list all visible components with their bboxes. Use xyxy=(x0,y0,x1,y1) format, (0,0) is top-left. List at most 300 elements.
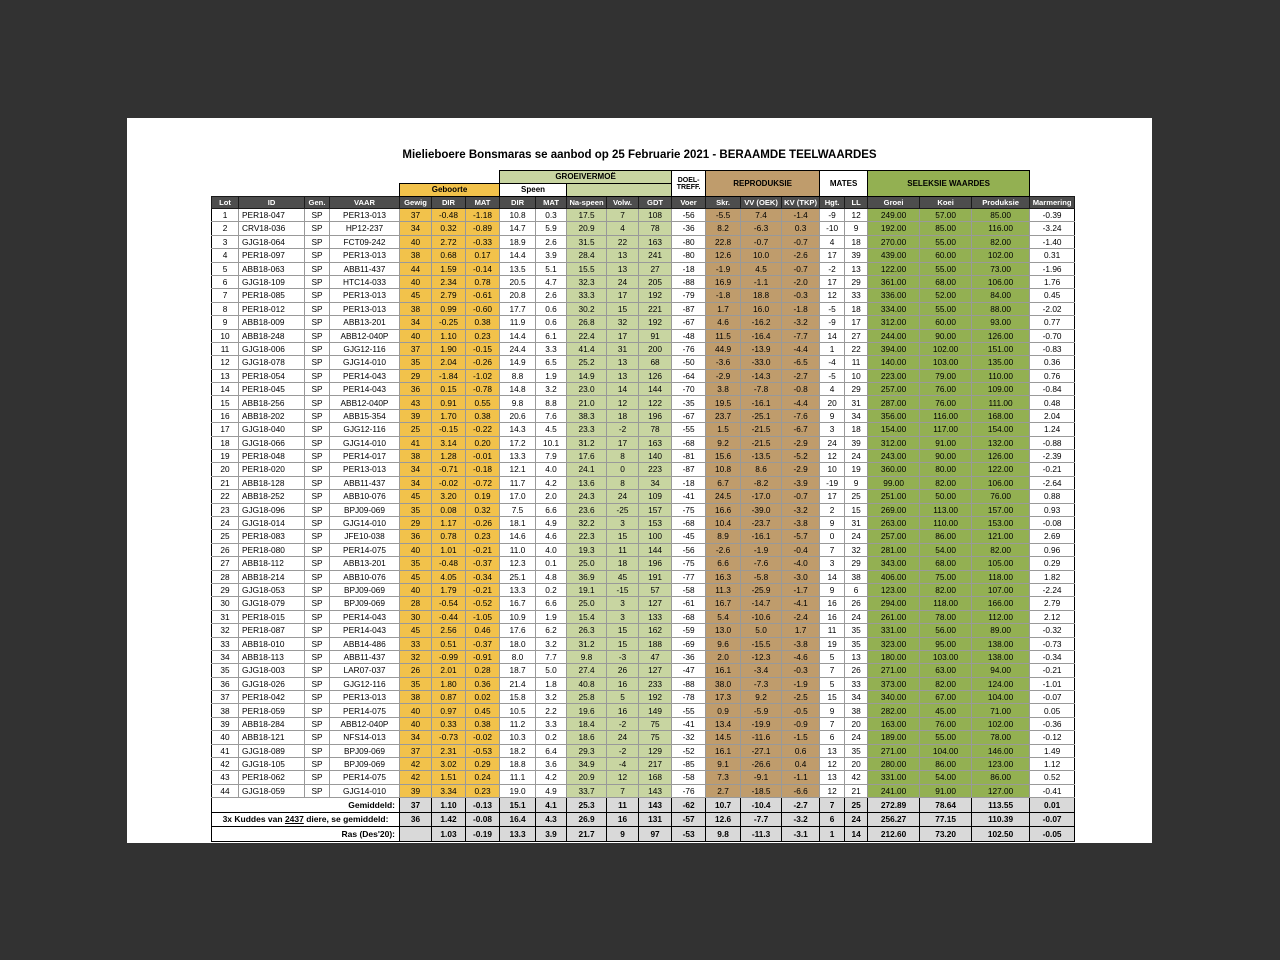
table-cell: LAR07-037 xyxy=(330,664,400,677)
table-cell: -0.73 xyxy=(1030,637,1075,650)
table-cell: -0.15 xyxy=(466,342,500,355)
table-cell: 9 xyxy=(820,583,845,596)
table-cell: 0.4 xyxy=(782,758,820,771)
table-cell: 35 xyxy=(845,637,868,650)
table-cell: -39.0 xyxy=(741,503,782,516)
table-cell: 11.5 xyxy=(706,329,741,342)
table-cell: 84.00 xyxy=(972,289,1030,302)
table-cell: -4 xyxy=(607,758,639,771)
table-cell: 38 xyxy=(400,249,432,262)
summary-cell: 0.01 xyxy=(1030,798,1075,813)
table-cell: -15 xyxy=(607,583,639,596)
table-cell: 191 xyxy=(639,570,672,583)
table-cell: 5 xyxy=(212,262,239,275)
table-cell: 20.6 xyxy=(500,409,536,422)
table-cell: 4 xyxy=(820,383,845,396)
table-cell: 4.0 xyxy=(536,463,567,476)
table-cell: -0.15 xyxy=(432,423,466,436)
table-cell: 99.00 xyxy=(868,476,920,489)
table-cell: -2 xyxy=(607,717,639,730)
table-cell: 22.3 xyxy=(567,530,607,543)
table-cell: 117.00 xyxy=(920,423,972,436)
table-cell: 7.5 xyxy=(500,503,536,516)
table-cell: 233 xyxy=(639,677,672,690)
group-mates: MATES xyxy=(820,171,868,197)
summary-cell: 77.15 xyxy=(920,812,972,827)
table-cell: 0.05 xyxy=(1030,704,1075,717)
table-cell: -4.4 xyxy=(782,396,820,409)
table-cell: -1.96 xyxy=(1030,262,1075,275)
table-cell: -2.24 xyxy=(1030,583,1075,596)
table-cell: 0.45 xyxy=(466,704,500,717)
table-cell: 111.00 xyxy=(972,396,1030,409)
table-cell: 33 xyxy=(212,637,239,650)
table-cell: 168.00 xyxy=(972,409,1030,422)
table-cell: SP xyxy=(305,302,330,315)
table-cell: 73.00 xyxy=(972,262,1030,275)
table-cell: 34 xyxy=(400,731,432,744)
table-cell: -3.8 xyxy=(782,637,820,650)
table-cell: 19.6 xyxy=(567,704,607,717)
table-cell: 154.00 xyxy=(972,423,1030,436)
table-cell: 16 xyxy=(607,677,639,690)
table-cell: 31.2 xyxy=(567,436,607,449)
table-cell: 29 xyxy=(845,557,868,570)
table-cell: 32.3 xyxy=(567,275,607,288)
table-cell: 0.55 xyxy=(466,396,500,409)
col-header-vaar: VAAR xyxy=(330,197,400,209)
table-cell: -2.0 xyxy=(782,275,820,288)
table-cell: 0.6 xyxy=(536,316,567,329)
table-cell: 17 xyxy=(607,329,639,342)
table-cell: 102.00 xyxy=(972,717,1030,730)
table-cell: GJG18-040 xyxy=(239,423,305,436)
table-cell: 35 xyxy=(400,503,432,516)
table-cell: SP xyxy=(305,463,330,476)
table-cell: 14.5 xyxy=(706,731,741,744)
table-cell: 8 xyxy=(607,450,639,463)
table-cell: 9 xyxy=(820,704,845,717)
table-cell: 15 xyxy=(607,624,639,637)
table-cell: -88 xyxy=(672,677,706,690)
table-cell: 10.8 xyxy=(706,463,741,476)
table-cell: 34.9 xyxy=(567,758,607,771)
table-row xyxy=(212,516,1075,529)
table-cell: -0.41 xyxy=(1030,784,1075,797)
table-cell: 60.00 xyxy=(920,316,972,329)
table-cell: -3.8 xyxy=(782,516,820,529)
table-cell: 94.00 xyxy=(972,664,1030,677)
table-cell: 18 xyxy=(607,409,639,422)
table-cell: 151.00 xyxy=(972,342,1030,355)
table-cell: 0.93 xyxy=(1030,503,1075,516)
table-cell: 90.00 xyxy=(920,450,972,463)
table-cell: 10 xyxy=(845,369,868,382)
table-cell: 1.01 xyxy=(432,543,466,556)
table-cell: 124.00 xyxy=(972,677,1030,690)
table-cell: -78 xyxy=(672,691,706,704)
table-cell: -0.37 xyxy=(466,557,500,570)
table-cell: -2.6 xyxy=(706,543,741,556)
table-cell: -0.7 xyxy=(782,262,820,275)
table-cell: 24 xyxy=(607,275,639,288)
table-cell: -5 xyxy=(820,369,845,382)
col-header-produksie: Produksie xyxy=(972,197,1030,209)
table-cell: 6.5 xyxy=(536,356,567,369)
table-cell: 67.00 xyxy=(920,691,972,704)
table-cell: GJG18-064 xyxy=(239,235,305,248)
table-cell: 13.3 xyxy=(500,450,536,463)
table-cell: 18.0 xyxy=(500,637,536,650)
table-cell: SP xyxy=(305,677,330,690)
table-cell: 44 xyxy=(400,262,432,275)
table-cell: 18.9 xyxy=(500,235,536,248)
table-cell: 30 xyxy=(400,610,432,623)
table-cell: -0.53 xyxy=(466,744,500,757)
table-cell: -1.18 xyxy=(466,209,500,222)
table-cell: 3.34 xyxy=(432,784,466,797)
table-cell: 82.00 xyxy=(920,476,972,489)
table-cell: 126 xyxy=(639,369,672,382)
table-cell: -1.9 xyxy=(706,262,741,275)
table-cell: 0.78 xyxy=(432,530,466,543)
table-cell: 25 xyxy=(400,423,432,436)
table-cell: -87 xyxy=(672,302,706,315)
table-cell: 35 xyxy=(400,356,432,369)
table-cell: 38 xyxy=(400,302,432,315)
table-cell: BPJ09-069 xyxy=(330,744,400,757)
page-title: Mielieboere Bonsmaras se aanbod op 25 Februarie 2021 - BERAAMDE TEELWAARDES xyxy=(402,149,877,161)
table-cell: SP xyxy=(305,262,330,275)
table-cell: 7 xyxy=(820,664,845,677)
table-cell: 7.3 xyxy=(706,771,741,784)
table-cell: SP xyxy=(305,664,330,677)
table-cell: ABB18-128 xyxy=(239,476,305,489)
table-cell: 18 xyxy=(845,235,868,248)
table-cell: 14 xyxy=(820,570,845,583)
table-cell: 8 xyxy=(212,302,239,315)
table-cell: -0.7 xyxy=(782,235,820,248)
summary-cell: 102.50 xyxy=(972,827,1030,842)
table-cell: PER14-043 xyxy=(330,624,400,637)
table-cell: 91 xyxy=(639,329,672,342)
table-cell: ABB15-354 xyxy=(330,409,400,422)
table-cell: -21.5 xyxy=(741,436,782,449)
table-cell: 223 xyxy=(639,463,672,476)
table-cell: PER18-059 xyxy=(239,704,305,717)
table-cell: -0.39 xyxy=(1030,209,1075,222)
table-cell: JFE10-038 xyxy=(330,530,400,543)
table-cell: 16.3 xyxy=(706,570,741,583)
table-cell: SP xyxy=(305,610,330,623)
table-cell: GJG12-116 xyxy=(330,342,400,355)
table-row xyxy=(212,249,1075,262)
table-cell: -48 xyxy=(672,329,706,342)
table-cell: -8.2 xyxy=(741,476,782,489)
table-row xyxy=(212,450,1075,463)
table-cell: 0.3 xyxy=(782,222,820,235)
table-cell: 25.0 xyxy=(567,597,607,610)
table-cell: 2.79 xyxy=(432,289,466,302)
table-cell: 32 xyxy=(607,316,639,329)
table-cell: 13 xyxy=(212,369,239,382)
table-cell: 3.2 xyxy=(536,637,567,650)
summary-cell: 15.1 xyxy=(500,798,536,813)
table-cell: 40 xyxy=(400,583,432,596)
table-cell: GJG14-010 xyxy=(330,784,400,797)
table-cell: PER13-013 xyxy=(330,463,400,476)
table-cell: 16.7 xyxy=(500,597,536,610)
table-cell: 361.00 xyxy=(868,275,920,288)
table-cell: -4 xyxy=(820,356,845,369)
column-header-row xyxy=(212,197,1075,209)
table-cell: -2.7 xyxy=(782,369,820,382)
summary-cell: -0.19 xyxy=(466,827,500,842)
table-cell: 312.00 xyxy=(868,436,920,449)
table-cell: 0.38 xyxy=(466,316,500,329)
table-cell: 1.12 xyxy=(1030,758,1075,771)
table-cell: SP xyxy=(305,275,330,288)
table-cell: 38.3 xyxy=(567,409,607,422)
table-cell: 13 xyxy=(607,262,639,275)
table-cell: -0.61 xyxy=(466,289,500,302)
table-cell: 192 xyxy=(639,289,672,302)
group-geboorte: Geboorte xyxy=(400,184,500,197)
table-row xyxy=(212,543,1075,556)
table-cell: -0.33 xyxy=(466,235,500,248)
table-cell: 343.00 xyxy=(868,557,920,570)
table-cell: 36 xyxy=(400,530,432,543)
table-cell: 0.24 xyxy=(466,771,500,784)
table-cell: 144 xyxy=(639,543,672,556)
table-cell: 162 xyxy=(639,624,672,637)
table-cell: -3.2 xyxy=(782,316,820,329)
table-cell: 1.7 xyxy=(706,302,741,315)
summary-cell: 14 xyxy=(845,827,868,842)
table-cell: -0.44 xyxy=(432,610,466,623)
table-cell: 28 xyxy=(400,597,432,610)
table-cell: -2.6 xyxy=(782,249,820,262)
table-cell: -5.8 xyxy=(741,570,782,583)
table-cell: 140 xyxy=(639,450,672,463)
col-header-mat-speen: MAT xyxy=(536,197,567,209)
summary-cell: 37 xyxy=(400,798,432,813)
table-cell: 25.0 xyxy=(567,557,607,570)
summary-row-ras xyxy=(212,827,1075,842)
table-cell: 16.0 xyxy=(741,302,782,315)
summary-cell: 4.1 xyxy=(536,798,567,813)
table-cell: -3.6 xyxy=(706,356,741,369)
table-cell: 27.4 xyxy=(567,664,607,677)
table-cell: SP xyxy=(305,249,330,262)
table-cell: -1.02 xyxy=(466,369,500,382)
table-cell: 20 xyxy=(820,396,845,409)
table-cell: -0.48 xyxy=(432,209,466,222)
table-cell: -0.7 xyxy=(741,235,782,248)
table-cell: 40 xyxy=(400,275,432,288)
table-cell: -6.3 xyxy=(741,222,782,235)
table-cell: -50 xyxy=(672,356,706,369)
table-cell: -36 xyxy=(672,650,706,663)
table-cell: SP xyxy=(305,624,330,637)
table-cell: 25.8 xyxy=(567,691,607,704)
table-cell: -2.02 xyxy=(1030,302,1075,315)
table-cell: -2.9 xyxy=(706,369,741,382)
summary-cell: -0.08 xyxy=(466,812,500,827)
table-cell: PER18-047 xyxy=(239,209,305,222)
table-cell: -14.7 xyxy=(741,597,782,610)
table-cell: 80.00 xyxy=(920,463,972,476)
table-cell: 4.2 xyxy=(536,771,567,784)
table-cell: -7.3 xyxy=(741,677,782,690)
table-row xyxy=(212,771,1075,784)
table-cell: 2.31 xyxy=(432,744,466,757)
table-cell: -4.0 xyxy=(782,557,820,570)
table-cell: 4.7 xyxy=(536,275,567,288)
table-cell: -77 xyxy=(672,570,706,583)
table-cell: 9.2 xyxy=(706,436,741,449)
table-cell: -55 xyxy=(672,704,706,717)
table-cell: 11.0 xyxy=(500,543,536,556)
table-cell: 29 xyxy=(212,583,239,596)
table-cell: 18 xyxy=(845,302,868,315)
table-cell: 19.0 xyxy=(500,784,536,797)
table-row xyxy=(212,289,1075,302)
table-cell: 32 xyxy=(212,624,239,637)
table-cell: -3.2 xyxy=(782,503,820,516)
table-body xyxy=(212,209,1075,798)
table-cell: 33 xyxy=(845,677,868,690)
group-header-row-1 xyxy=(212,171,1075,184)
table-cell: 127 xyxy=(639,664,672,677)
table-cell: -0.89 xyxy=(466,222,500,235)
table-cell: 1.70 xyxy=(432,409,466,422)
table-cell: 4.05 xyxy=(432,570,466,583)
table-cell: 20 xyxy=(212,463,239,476)
table-cell: 34 xyxy=(639,476,672,489)
table-cell: 15 xyxy=(607,302,639,315)
table-row xyxy=(212,436,1075,449)
table-cell: 28.4 xyxy=(567,249,607,262)
table-cell: 2.6 xyxy=(536,289,567,302)
table-cell: ABB12-040P xyxy=(330,396,400,409)
table-cell: 9.6 xyxy=(706,637,741,650)
table-cell: -7.8 xyxy=(741,383,782,396)
table-cell: -0.01 xyxy=(466,450,500,463)
table-cell: 26.8 xyxy=(567,316,607,329)
table-cell: 18.4 xyxy=(567,717,607,730)
table-cell: 0.19 xyxy=(466,490,500,503)
table-cell: GJG18-105 xyxy=(239,758,305,771)
table-cell: -5.5 xyxy=(706,209,741,222)
table-cell: -2.4 xyxy=(782,610,820,623)
table-cell: 8.2 xyxy=(706,222,741,235)
table-cell: 9 xyxy=(820,516,845,529)
table-cell: PER18-015 xyxy=(239,610,305,623)
table-cell: GJG18-003 xyxy=(239,664,305,677)
table-cell: -16.2 xyxy=(741,316,782,329)
summary-cell: -0.13 xyxy=(466,798,500,813)
table-cell: 18 xyxy=(212,436,239,449)
table-cell: 35 xyxy=(845,624,868,637)
table-cell: 2.6 xyxy=(536,235,567,248)
table-cell: 17.0 xyxy=(500,490,536,503)
table-cell: -0.71 xyxy=(432,463,466,476)
table-cell: 35 xyxy=(845,744,868,757)
table-cell: 11.3 xyxy=(706,583,741,596)
table-cell: 0.29 xyxy=(1030,557,1075,570)
table-cell: GJG18-014 xyxy=(239,516,305,529)
table-cell: 3.20 xyxy=(432,490,466,503)
col-header-voer: Voer xyxy=(672,197,706,209)
table-cell: BPJ09-069 xyxy=(330,597,400,610)
summary-cell: 26.9 xyxy=(567,812,607,827)
table-cell: 11.7 xyxy=(500,476,536,489)
table-cell: -68 xyxy=(672,516,706,529)
table-cell: 126.00 xyxy=(972,450,1030,463)
table-cell: -1.4 xyxy=(782,209,820,222)
table-cell: -36 xyxy=(672,222,706,235)
table-cell: 192 xyxy=(639,316,672,329)
table-cell: ABB13-201 xyxy=(330,557,400,570)
table-cell: ABB18-202 xyxy=(239,409,305,422)
table-cell: 85.00 xyxy=(920,222,972,235)
table-cell: 45 xyxy=(607,570,639,583)
table-cell: SP xyxy=(305,597,330,610)
table-row xyxy=(212,650,1075,663)
table-cell: 95.00 xyxy=(920,637,972,650)
summary-cell: -0.05 xyxy=(1030,827,1075,842)
table-cell: SP xyxy=(305,235,330,248)
table-cell: 249.00 xyxy=(868,209,920,222)
table-cell: GJG18-026 xyxy=(239,677,305,690)
table-cell: SP xyxy=(305,396,330,409)
table-cell: GJG18-079 xyxy=(239,597,305,610)
table-cell: -1.05 xyxy=(466,610,500,623)
table-cell: -33.0 xyxy=(741,356,782,369)
summary-cell: 3.9 xyxy=(536,827,567,842)
table-cell: 6.2 xyxy=(536,624,567,637)
table-row xyxy=(212,302,1075,315)
col-header-naspeen: Na-speen xyxy=(567,197,607,209)
table-cell: 11.1 xyxy=(500,771,536,784)
table-cell: 123.00 xyxy=(868,583,920,596)
table-cell: 29.3 xyxy=(567,744,607,757)
table-cell: 109.00 xyxy=(972,383,1030,396)
table-cell: 28 xyxy=(212,570,239,583)
table-cell: 6.7 xyxy=(706,476,741,489)
table-cell: 7.7 xyxy=(536,650,567,663)
table-cell: ABB13-201 xyxy=(330,316,400,329)
table-cell: 149 xyxy=(639,704,672,717)
table-cell: SP xyxy=(305,570,330,583)
table-cell: 23.0 xyxy=(567,383,607,396)
table-cell: 0.17 xyxy=(466,249,500,262)
table-cell: 1.59 xyxy=(432,262,466,275)
table-cell: ABB18-063 xyxy=(239,262,305,275)
table-cell: 34 xyxy=(400,316,432,329)
table-cell: 9 xyxy=(845,222,868,235)
table-cell: -0.02 xyxy=(466,731,500,744)
table-row xyxy=(212,463,1075,476)
table-cell: 0.08 xyxy=(432,503,466,516)
table-cell: 135.00 xyxy=(972,356,1030,369)
table-cell: -1.9 xyxy=(782,677,820,690)
table-cell: 110.00 xyxy=(920,516,972,529)
table-cell: 6 xyxy=(845,583,868,596)
table-cell: -25.1 xyxy=(741,409,782,422)
table-cell: SP xyxy=(305,543,330,556)
